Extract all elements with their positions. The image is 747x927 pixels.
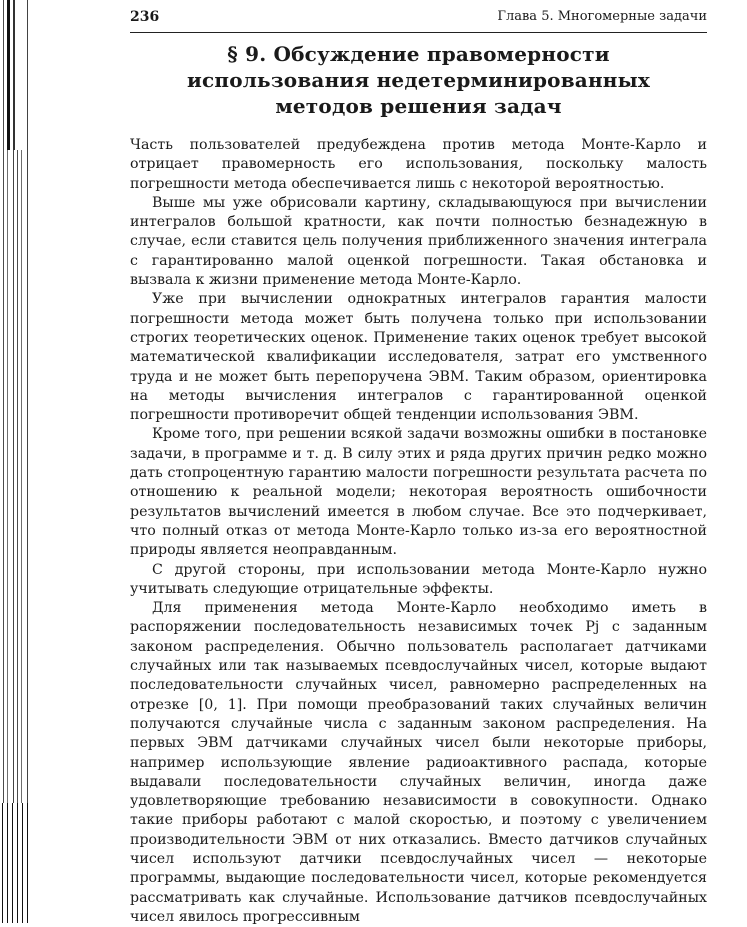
paragraph-2: Выше мы уже обрисовали картину, складывающуюся при вычислении интегралов большой кратности, как почти полностью безнадежную в случае, если ставится цель получения приближенного значения интеграла с гарантированно малой оценкой погрешности. Такая обстановка и вызвала к жизни применение метода Монте-Карло. <box>130 194 707 289</box>
page-number: 236 <box>130 9 160 25</box>
scan-binding-shadow-bottom <box>0 803 30 923</box>
scan-binding-shadow-top <box>4 0 22 150</box>
paragraph-6: Для применения метода Монте-Карло необходимо иметь в распоряжении последовательность независимых точек Pj с заданным законом распределения. Обычно пользователь располагает датчиками случайных или так называемых псевдослучайных чисел, которые выдают последовательности случайных чисел, равномерно распределенных на отрезке [0, 1]. При помощи преобразований таких случайных величин получаются случайные числа с заданным законом распределения. На первых ЭВМ датчиками случайных чисел были некоторые приборы, например использующие явление радиоактивного распада, которые выдавали последовательности случайных величин, иногда даже удовлетворяющие требованию независимости в совокупности. Однако такие приборы работают с малой скоростью, и поэтому с увеличением производительности ЭВМ от них отказались. Вместо датчиков случайных чисел используют датчики псевдослучайных чисел — некоторые программы, выдающие последовательности чисел, которые рекомендуется рассматривать как случайные. Использование датчиков псевдослучайных чисел явилось прогрессивным <box>130 600 707 925</box>
paragraph-4: Кроме того, при решении всякой задачи возможны ошибки в постановке задачи, в программе и т. д. В силу этих и ряда других причин редко можно дать стопроцентную гарантию малости погрешности результата расчета по отношению к реальной модели; некоторая вероятность ошибочности результатов вычислений имеется в любом случае. Все это подчеркивает, что полный отказ от метода Монте-Карло только из-за его вероятностной природы является неоправданным. <box>130 426 707 559</box>
paragraph-3: Уже при вычислении однократных интегралов гарантия малости погрешности метода может быть получена только при использовании строгих теоретических оценок. Применение таких оценок требует высокой математической квалификации исследователя, затрат его умственного труда и не может быть перепоручена ЭВМ. Таким образом, ориентировка на методы вычисления интегралов с гарантированной оценкой погрешности противоречит общей тенденции использования ЭВМ. <box>130 291 707 424</box>
book-page <box>130 0 707 927</box>
section-title: § 9. Обсуждение правомерности использования недетерминированных методов решения задач <box>186 42 651 118</box>
running-head <box>130 4 707 33</box>
paragraph-5: С другой стороны, при использовании метода Монте-Карло нужно учитывать следующие отрицательные эффекты. <box>130 561 707 597</box>
paragraph-1: Часть пользователей предубеждена против метода Монте-Карло и отрицает правомерность его использования, поскольку малость погрешности метода обеспечивается лишь с некоторой вероятностью. <box>130 137 707 192</box>
body-text <box>130 136 707 927</box>
chapter-title: Глава 5. Многомерные задачи <box>497 9 707 24</box>
